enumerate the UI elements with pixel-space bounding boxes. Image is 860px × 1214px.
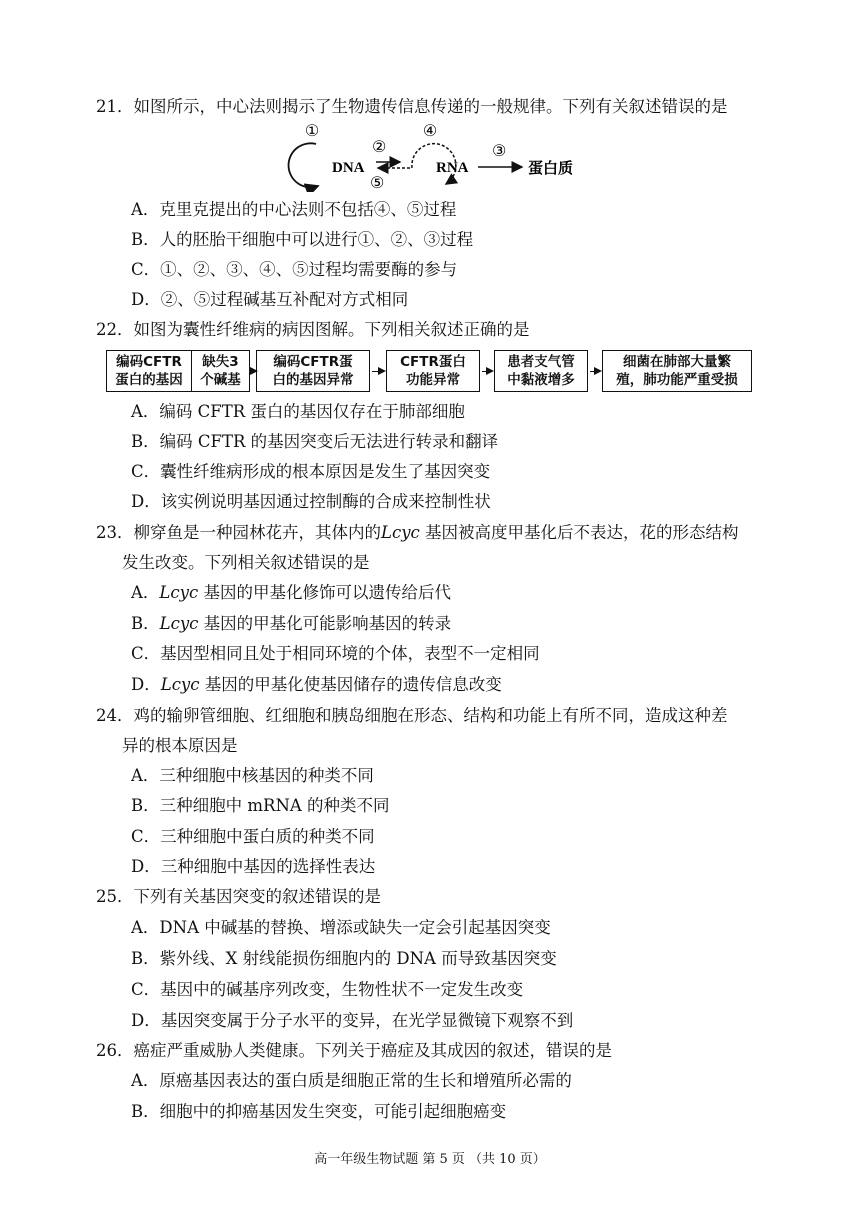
q21-option-d: D．②、⑤过程碱基互补配对方式相同 xyxy=(131,290,409,309)
flow-arrow-2 xyxy=(372,371,384,372)
q24-stem-cont: 异的根本原因是 xyxy=(122,736,238,755)
label-1: ① xyxy=(304,122,320,140)
gene-name: Lcyc xyxy=(381,523,420,542)
q21-option-c: C．①、②、③、④、⑤过程均需要酶的参与 xyxy=(131,260,458,279)
q23-option-a: A．Lcyc 基因的甲基化修饰可以遗传给后代 xyxy=(131,583,451,602)
q22-option-c: C．囊性纤维病形成的根本原因是发生了基因突变 xyxy=(131,462,491,481)
label-3: ③ xyxy=(492,141,507,160)
flow-box-bacteria: 细菌在肺部大量繁 殖，肺功能严重受损 xyxy=(602,350,752,392)
rna-label: RNA xyxy=(436,160,469,176)
q25-option-d: D．基因突变属于分子水平的变异，在光学显微镜下观察不到 xyxy=(131,1011,574,1030)
q26-option-a: A．原癌基因表达的蛋白质是细胞正常的生长和增殖所必需的 xyxy=(131,1071,572,1090)
q25-stem: 25．下列有关基因突变的叙述错误的是 xyxy=(96,887,381,906)
label-2: ② xyxy=(372,137,387,156)
q21-option-a: A．克里克提出的中心法则不包括④、⑤过程 xyxy=(131,200,457,219)
q26-option-b: B．细胞中的抑癌基因发生突变，可能引起细胞癌变 xyxy=(131,1102,507,1121)
q22-option-a: A．编码 CFTR 蛋白的基因仅存在于肺部细胞 xyxy=(131,402,465,421)
q26-stem: 26．癌症严重威胁人类健康。下列关于癌症及其成因的叙述，错误的是 xyxy=(96,1041,612,1060)
q23-option-c: C．基因型相同且处于相同环境的个体，表型不一定相同 xyxy=(131,644,540,663)
protein-label: 蛋白质 xyxy=(528,159,574,177)
q22-option-d: D．该实例说明基因通过控制酶的合成来控制性状 xyxy=(131,492,491,511)
flow-box-protein-abnormal: CFTR蛋白 功能异常 xyxy=(386,350,480,392)
flow-arrow-4 xyxy=(590,371,600,372)
q23-option-d: D．Lcyc 基因的甲基化使基因储存的遗传信息改变 xyxy=(131,675,502,694)
q25-option-a: A．DNA 中碱基的替换、增添或缺失一定会引起基因突变 xyxy=(131,918,551,937)
q24-option-b: B．三种细胞中 mRNA 的种类不同 xyxy=(131,796,390,815)
q24-option-d: D．三种细胞中基因的选择性表达 xyxy=(131,857,376,876)
dna-label: DNA xyxy=(332,160,365,176)
q21-option-b: B．人的胚胎干细胞中可以进行①、②、③过程 xyxy=(131,230,474,249)
page-footer: 高一年级生物试题 第 5 页 （共 10 页） xyxy=(314,1152,546,1167)
q24-stem: 24．鸡的输卵管细胞、红细胞和胰岛细胞在形态、结构和功能上有所不同，造成这种差 xyxy=(96,706,728,725)
q21-stem: 21．如图所示，中心法则揭示了生物遗传信息传递的一般规律。下列有关叙述错误的是 xyxy=(96,97,728,116)
q24-option-c: C．三种细胞中蛋白质的种类不同 xyxy=(131,827,375,846)
flow-box-abnormal-gene: 编码CFTR蛋 白的基因异常 xyxy=(256,350,370,392)
q25-option-b: B．紫外线、X 射线能损伤细胞内的 DNA 而导致基因突变 xyxy=(131,949,557,968)
q23-option-b: B．Lcyc 基因的甲基化可能影响基因的转录 xyxy=(131,614,452,633)
q22-option-b: B．编码 CFTR 的基因突变后无法进行转录和翻译 xyxy=(131,432,499,451)
flow-box-gene: 编码CFTR 蛋白的基因 xyxy=(106,350,192,392)
flow-box-mucus: 患者支气管 中黏液增多 xyxy=(494,350,588,392)
central-dogma-figure xyxy=(284,122,604,192)
label-4: ④ xyxy=(422,122,438,140)
flow-label-deletion: 缺失3 个碱基 xyxy=(192,350,250,392)
q22-stem: 22．如图为囊性纤维病的病因图解。下列相关叙述正确的是 xyxy=(96,320,530,339)
q23-stem-cont: 发生改变。下列相关叙述错误的是 xyxy=(122,553,370,572)
q25-option-c: C．基因中的碱基序列改变，生物性状不一定发生改变 xyxy=(131,980,524,999)
q24-option-a: A．三种细胞中核基因的种类不同 xyxy=(131,766,374,785)
flow-arrow-3 xyxy=(482,371,492,372)
replication-arrow xyxy=(289,143,318,187)
q23-stem: 23．柳穿鱼是一种园林花卉，其体内的Lcyc 基因被高度甲基化后不表达，花的形态结构 xyxy=(96,523,739,542)
label-5: ⑤ xyxy=(370,173,385,192)
